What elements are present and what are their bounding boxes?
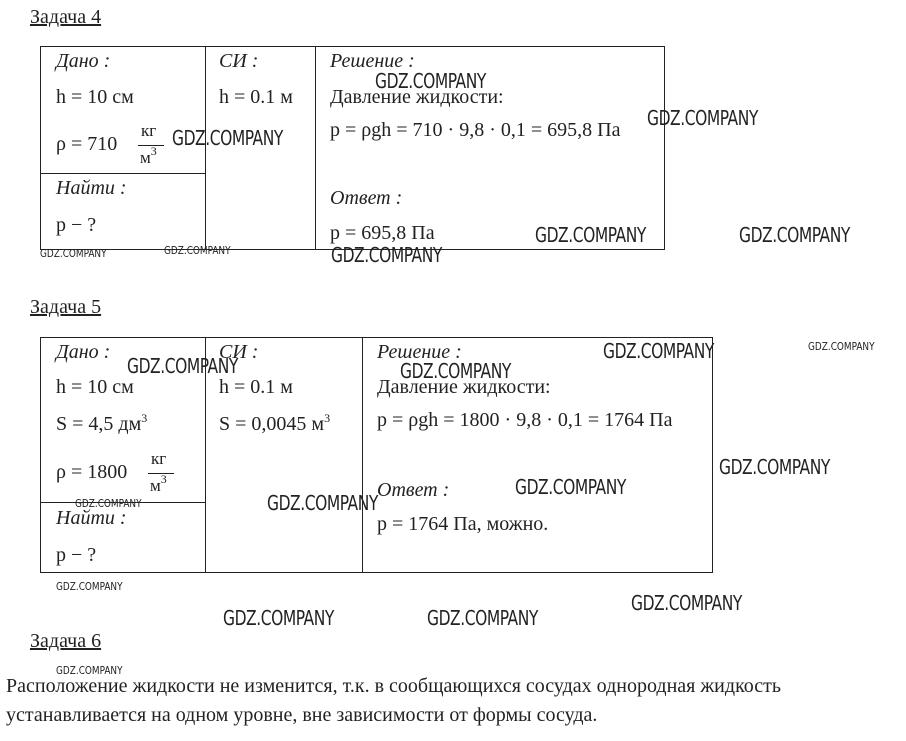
watermark: GDZ.COMPANY [127, 354, 238, 378]
task5-unit-numerator: кг [151, 449, 167, 468]
task5-unit-exponent: 3 [160, 472, 167, 486]
task5-density-unit [146, 449, 176, 499]
task4-answer-header: Ответ : [330, 187, 403, 209]
task4-unit-exponent: 3 [150, 144, 157, 158]
task4-density-unit [136, 121, 166, 171]
watermark: GDZ.COMPANY [223, 606, 334, 630]
task4-answer: p = 695,8 Па [330, 222, 435, 244]
task4-given-rho: ρ = 710 [56, 133, 118, 155]
task4-solution-text: Давление жидкости: [330, 86, 504, 108]
task5-formula: p = ρgh = 1800 · 9,8 · 0,1 = 1764 Па [377, 409, 673, 431]
task4-heading: Задача 4 [30, 6, 102, 28]
task4-formula: p = ρgh = 710 · 9,8 · 0,1 = 695,8 Па [330, 119, 621, 141]
task4-unit-numerator: кг [141, 121, 157, 140]
task5-answer-header: Ответ : [377, 479, 450, 501]
watermark: GDZ.COMPANY [808, 340, 875, 353]
task5-given-rho: ρ = 1800 [56, 461, 128, 483]
task5-solution-text: Давление жидкости: [377, 376, 551, 398]
task5-given-s: S = 4,5 дм [56, 413, 142, 435]
watermark: GDZ.COMPANY [515, 475, 626, 499]
task5-given-h: h = 10 см [56, 376, 134, 398]
watermark: GDZ.COMPANY [535, 223, 646, 247]
watermark: GDZ.COMPANY [375, 69, 486, 93]
task4-si-h: h = 0.1 м [219, 86, 293, 108]
watermark: GDZ.COMPANY [400, 359, 511, 383]
watermark: GDZ.COMPANY [603, 339, 714, 363]
watermark: GDZ.COMPANY [172, 126, 283, 150]
task6-answer-line-2: устанавливается на одном уровне, вне зависимости от формы сосуда. [6, 704, 598, 726]
watermark: GDZ.COMPANY [719, 455, 830, 479]
watermark: GDZ.COMPANY [647, 106, 758, 130]
task5-si-s-exponent: 3 [324, 411, 331, 425]
task4-given-h: h = 10 см [56, 86, 134, 108]
watermark: GDZ.COMPANY [739, 223, 850, 247]
watermark: GDZ.COMPANY [331, 243, 442, 267]
task5-solution-header: Решение : [377, 341, 462, 363]
task4-find-header: Найти : [56, 177, 127, 199]
task4-solution-header: Решение : [330, 50, 415, 72]
task5-find-p: p − ? [56, 544, 97, 566]
watermark: GDZ.COMPANY [631, 591, 742, 615]
task5-find-header: Найти : [56, 507, 127, 529]
watermark: GDZ.COMPANY [56, 580, 123, 593]
task5-si-s: S = 0,0045 м [219, 413, 325, 435]
task4-unit-denominator: м [140, 148, 151, 167]
task6-answer-line-1: Расположение жидкости не изменится, т.к. в сообщающихся сосудах однородная жидкость [6, 675, 781, 697]
task5-si-h: h = 0.1 м [219, 376, 293, 398]
task5-answer: p = 1764 Па, можно. [377, 513, 549, 535]
watermark: GDZ.COMPANY [164, 244, 231, 257]
watermark: GDZ.COMPANY [56, 664, 123, 677]
watermark: GDZ.COMPANY [75, 497, 142, 510]
task4-given-header: Дано : [56, 50, 111, 72]
task5-unit-denominator: м [150, 476, 161, 495]
task5-si-header: СИ : [219, 341, 259, 363]
task4-si-header: СИ : [219, 50, 259, 72]
watermark: GDZ.COMPANY [427, 606, 538, 630]
task5-heading: Задача 5 [30, 296, 102, 318]
task5-given-header: Дано : [56, 341, 111, 363]
watermark: GDZ.COMPANY [40, 247, 107, 260]
task4-find-p: p − ? [56, 214, 97, 236]
task5-given-s-exponent: 3 [141, 411, 148, 425]
task6-heading: Задача 6 [30, 630, 102, 652]
watermark: GDZ.COMPANY [267, 491, 378, 515]
